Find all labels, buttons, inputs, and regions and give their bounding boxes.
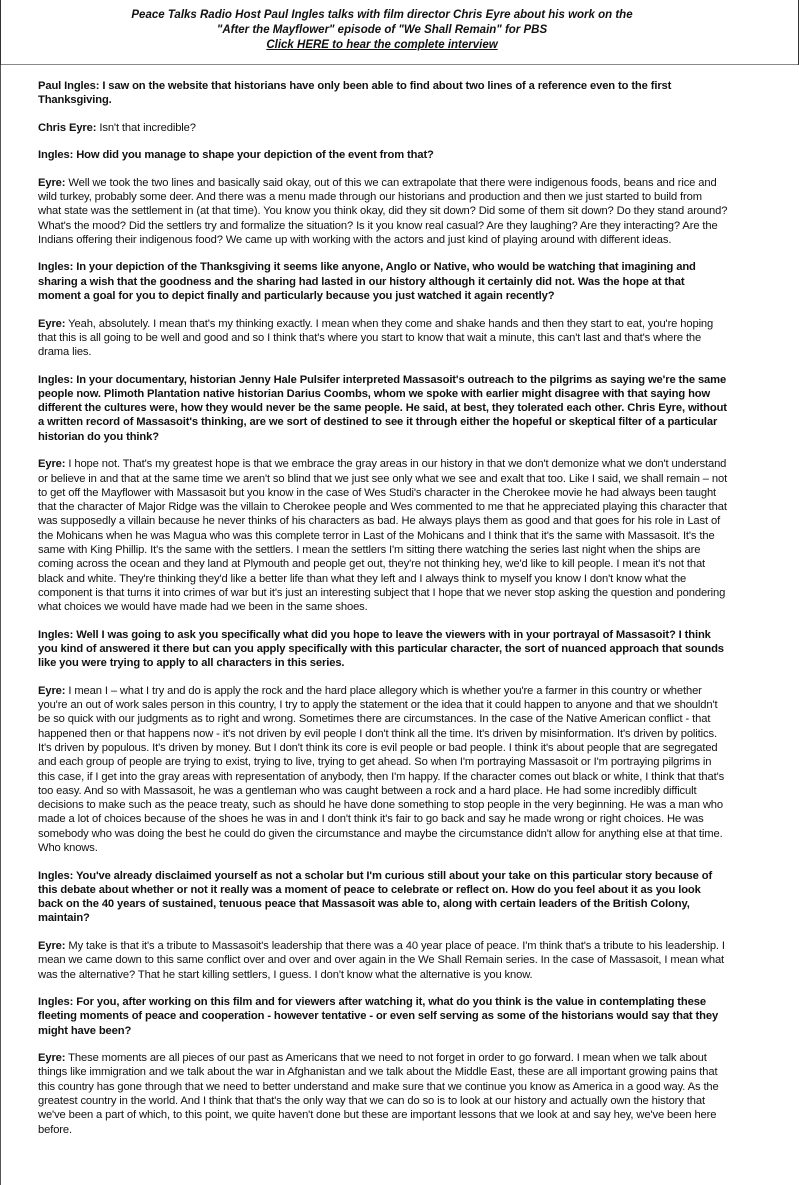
interviewer-question <box>38 148 728 162</box>
paragraph-text: Ingles: For you, after working on this film and for viewers after watching it, what do you think is the value in contemplating these fleeting moments of peace and cooperation - however tentative - or even self serving as some of the historians would say that they might have been? <box>38 995 719 1037</box>
guest-answer <box>38 457 728 614</box>
paragraph-text: Ingles: You've already disclaimed yourself as not a scholar but I'm curious still about your take on this particular story because of this debate about whether or not it really was a moment of peace to celebrate or reflect on. How do you feel about it as you look back on the 40 years of sustained, tenuous peace that Massasoit was able to, along with certain leaders of the British Colony, maintain? <box>38 869 713 925</box>
interviewer-question <box>38 260 728 303</box>
interviewer-question <box>38 373 728 444</box>
paragraph-text: Ingles: In your depiction of the Thanksgiving it seems like anyone, Anglo or Native, who would be watching that imagining and sharing a wish that the goodness and the sharing had lasted in our history although it certainly did not. Was the hope at that moment a goal for you to depict finally and particularly because you just watched it again recently? <box>38 261 696 303</box>
left-rule <box>0 65 1 1185</box>
speaker-label: Eyre: <box>38 684 66 697</box>
transcript <box>38 79 728 1150</box>
speaker-label: Chris Eyre: <box>38 121 97 134</box>
paragraph-text: Ingles: Well I was going to ask you specifically what did you hope to leave the viewers with in your portrayal of Massasoit? I think you kind of answered it there but can you apply specifically with this particular character, the sort of nuanced approach that sounds like you were trying to apply to all characters in this series. <box>38 628 724 670</box>
speaker-label: Eyre: <box>38 176 66 189</box>
speaker-label: Eyre: <box>38 939 66 952</box>
interviewer-question <box>38 995 728 1038</box>
paragraph-text: Ingles: In your documentary, historian Jenny Hale Pulsifer interpreted Massasoit's outreach to the pilgrims as saying we're the same people now. Plimoth Plantation native historian Darius Coombs, whom we spoke with earlier might disagree with that saying how different the cultures were, how they would never be the same people. He said, at best, they tolerated each other. Chris Eyre, without a written record of Massasoit's thinking, are we sort of destined to see it through either the hopeful or skeptical filter of a particular historian do you think? <box>38 373 727 443</box>
guest-answer <box>38 1051 728 1137</box>
interview-link[interactable]: Click HERE to hear the complete interview <box>266 39 498 51</box>
guest-answer <box>38 121 728 135</box>
speaker-label: Eyre: <box>38 1052 66 1065</box>
guest-answer <box>38 176 728 247</box>
header-title-line-2: "After the Mayflower" episode of "We Shall Remain" for PBS <box>216 24 548 36</box>
guest-answer <box>38 317 728 360</box>
header-title-line-1: Peace Talks Radio Host Paul Ingles talks with film director Chris Eyre about his work on the <box>131 9 633 21</box>
interviewer-question <box>38 79 728 108</box>
header <box>0 8 764 53</box>
paragraph-text: Yeah, absolutely. I mean that's my thinking exactly. I mean when they come and shake hands and then they start to eat, you're hoping that this is all going to be well and good and so I think that's where you start to know that wait a minute, this can't last and that's where the drama lies. <box>38 317 714 359</box>
paragraph-text: These moments are all pieces of our past as Americans that we need to not forget in order to go forward. I mean when we talk about things like immigration and we talk about the war in Afghanistan and we talk about the Middle East, these are all important growing pains that this country has gone through that we need to better understand and make sure that we continue you know as America in a good way. As the greatest country in the world. And I think that that's the only way that we can do so is to look at our history and actually own the history that we've been a part of which, to this point, we quite haven't done but these are important lessons that we look at and say hey, we've been here before. <box>38 1052 719 1136</box>
paragraph-text: I hope not. That's my greatest hope is that we embrace the gray areas in our history in that we don't demonize what we don't understand or believe in and that at the same time we aren't so blind that we just see only what we see and exalt that too. Like I said, we shall remain – not to get off the Mayflower with Massasoit but you know in the case of Wes Studi's character in the Cherokee movie he had always been taught that the character of Major Ridge was the villain to Cherokee people and Wes commented to me that he appreciated playing this character that was supposedly a villain because he never thinks of his characters as bad. He always plays them as good and that goes for his role in Last of the Mohicans when he was Magua who was this complete terror in Last of the Mohicans and I think that it's the same with Massasoit. It's the same with King Phillip. It's the same with the settlers. I mean the settlers I'm sitting there watching the series last night when the ships are coming across the ocean and they land at Plymouth and people get out, they're not thinking hey, we'd like to kill people. I mean it's not that black and white. They're thinking they'd like a better life than what they left and I always think to myself you know I don't know what the component is that turns it into crimes of war but it's just an interesting subject that I hope that we never stop asking the question and pondering what choices we would have made had we been in the same shoes. <box>38 458 728 614</box>
speaker-label: Eyre: <box>38 458 66 471</box>
speaker-label: Eyre: <box>38 317 66 330</box>
paragraph-text: Ingles: How did you manage to shape your depiction of the event from that? <box>38 149 434 162</box>
paragraph-text: Paul Ingles: I saw on the website that historians have only been able to find about two lines of a reference even to the first Thanksgiving. <box>38 80 672 107</box>
interviewer-question <box>38 628 728 671</box>
paragraph-text: I mean I – what I try and do is apply the rock and the hard place allegory which is whether you're a farmer in this country or whether you're an out of work sales person in this country, I try to apply the statement or the idea that it could happen to anyone and that we shouldn't be so quick with our judgments as to right and wrong. Sometimes there are circumstances. In the case of the Native American conflict - that happened then or that happens now - it's not driven by evil people I don't think all the time. It's driven by misinformation. It's driven by politics. It's driven by populous. It's driven by money. But I don't think its core is evil people or bad people. I think it's about people that are segregated and each group of people are trying to exist, trying to live, trying to get ahead. So when I'm portraying Massasoit or I'm portraying pilgrims in this case, if I get into the gray areas with representation of anybody, then I'm happy. If the character comes out black or white, I think that that's too easy. And so with Massasoit, he was a gentleman who was caught between a rock and a hard place. He had some incredibly difficult decisions to make such as the peace treaty, such as should he have done something to stop people in the very beginning. He was a man who made a lot of choices because of the shoes he was in and I don't think it's fair to go back and say he made wrong or right choices. He was somebody who was doing the best he could do given the circumstance and maybe the circumstance didn't allow for anything else at that time. Who knows. <box>38 684 725 855</box>
guest-answer <box>38 684 728 856</box>
paragraph-text: My take is that it's a tribute to Massasoit's leadership that there was a 40 year place of peace. I'm think that's a tribute to his leadership. I mean we came down to this same conflict over and over and over again in the We Shall Remain series. In the case of Massasoit, I mean what was the alternative? That he start killing settlers, I guess. I don't know what the alternative is you know. <box>38 939 725 981</box>
guest-answer <box>38 939 728 982</box>
interviewer-question <box>38 869 728 926</box>
paragraph-text: Well we took the two lines and basically said okay, out of this we can extrapolate that there were indigenous foods, beans and rice and wild turkey, probably some deer. And there was a menu made through our historians and production and then we just started to build from what state was the settlement in (at that time). You know you think okay, did they sit down? Did some of them sit down? Do they stand around? What's the mood? Did the settlers try and formalize the situation? Is it you know real casual? Are they laughing? Are they interacting? Are the Indians offering their indigenous food? We came up with working with the actors and just kind of playing around with different ideas. <box>38 176 728 246</box>
paragraph-text: Isn't that incredible? <box>96 121 196 134</box>
